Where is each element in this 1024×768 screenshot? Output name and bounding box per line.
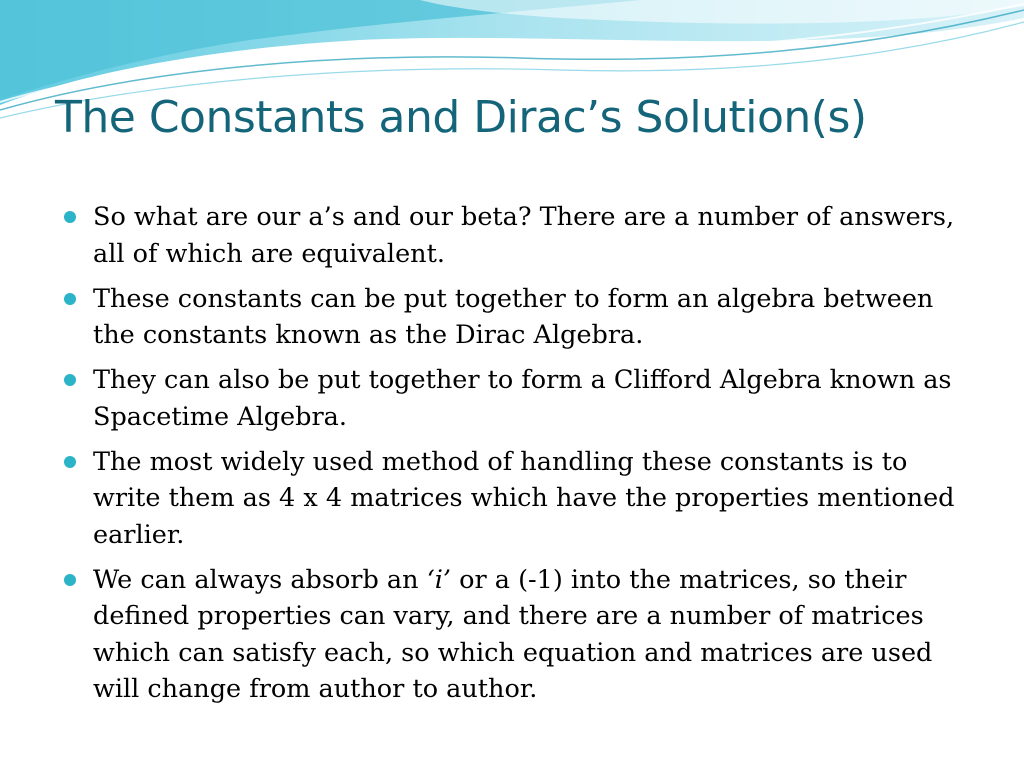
bullet-dot-icon bbox=[64, 293, 76, 305]
bullet-item bbox=[64, 281, 974, 354]
bullet-text: These constants can be put together to form an algebra between the constants known as the Dirac Algebra. bbox=[93, 283, 934, 350]
bullet-dot-icon bbox=[64, 574, 76, 586]
bullet-item bbox=[64, 562, 974, 708]
bullet-item bbox=[64, 362, 974, 435]
bullet-list bbox=[64, 199, 974, 716]
bullet-dot-icon bbox=[64, 374, 76, 386]
slide-title: The Constants and Dirac’s Solution(s) bbox=[55, 92, 867, 143]
bullet-text: The most widely used method of handling these constants is to write them as 4 x 4 matrices which have the properties mentioned earlier. bbox=[93, 446, 955, 550]
bullet-dot-icon bbox=[64, 211, 76, 223]
bullet-item bbox=[64, 444, 974, 554]
italic-i-symbol: ‘i’ bbox=[426, 564, 452, 595]
bullet-item bbox=[64, 199, 974, 272]
bullet-text: They can also be put together to form a Clifford Algebra known as Spacetime Algebra. bbox=[93, 365, 952, 432]
bullet-text-end: or a (-1) into the matrices, so their defined properties can vary, and there are a number of matrices which can satisfy each, so which equation and matrices are used will change from author to author. bbox=[93, 564, 933, 704]
bullet-text-start: We can always absorb an bbox=[93, 564, 427, 595]
bullet-text: So what are our a’s and our beta? There are a number of answers, all of which are equivalent. bbox=[93, 202, 955, 269]
bullet-dot-icon bbox=[64, 456, 76, 468]
